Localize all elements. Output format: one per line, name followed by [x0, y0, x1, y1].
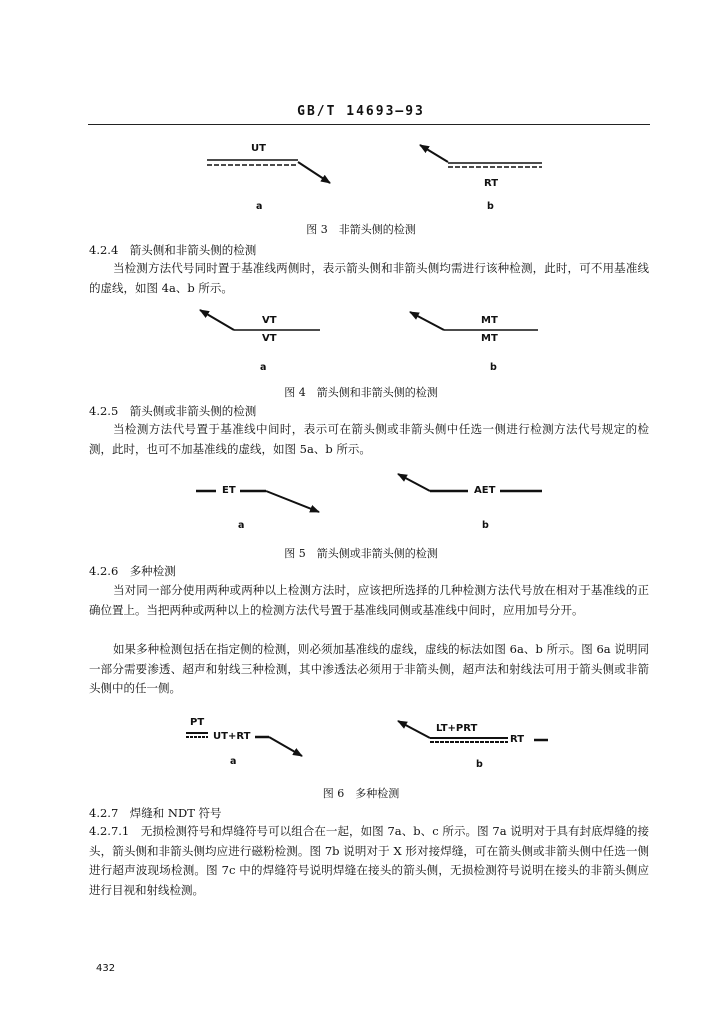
fig4-caption: 图 4 箭头侧和非箭头侧的检测 [284, 386, 438, 399]
fig4a-top-label: VT [262, 315, 277, 326]
section-4-2-6-heading: 4.2.6 多种检测 [89, 564, 176, 578]
fig4b-sublabel: b [490, 362, 497, 373]
page-header: GB/T 14693—93 [297, 104, 425, 119]
fig5b-method-label: AET [474, 485, 496, 496]
page-number: 432 [96, 963, 116, 974]
fig3b-sublabel: b [487, 201, 494, 212]
section-4-2-7-heading: 4.2.7 焊缝和 NDT 符号 [89, 806, 222, 820]
section-4-2-4-heading: 4.2.4 箭头侧和非箭头侧的检测 [89, 243, 257, 257]
fig3b-method-label: RT [484, 178, 499, 189]
fig3-caption: 图 3 非箭头侧的检测 [306, 223, 416, 236]
fig6b-top-label: LT+PRT [436, 723, 478, 734]
fig5b-sublabel: b [482, 520, 489, 531]
fig6a-mid-label: UT+RT [213, 731, 251, 742]
fig3a-method-label: UT [251, 143, 266, 154]
fig4b-bottom-label: MT [481, 333, 498, 344]
fig6b-sublabel: b [476, 759, 483, 770]
fig3a-sublabel: a [256, 201, 263, 212]
fig6b-right-label: RT [510, 734, 525, 745]
section-4-2-4-paragraph: 当检测方法代号同时置于基准线两侧时，表示箭头侧和非箭头侧均需进行该种检测，此时，可不用基准线的虚线，如图 4a、b 所示。 [89, 261, 649, 295]
section-4-2-6-paragraph-1: 当对同一部分使用两种或两种以上检测方法时，应该把所选择的几种检测方法代号放在相对于基准线的正确位置上。当把两种或两种以上的检测方法代号置于基准线同侧或基准线中间时，应用加号分开。 [89, 583, 649, 617]
fig6a-sublabel: a [230, 756, 237, 767]
fig4a-sublabel: a [260, 362, 267, 373]
fig5-caption: 图 5 箭头侧或非箭头侧的检测 [284, 547, 438, 560]
fig5a-method-label: ET [222, 485, 236, 496]
fig5a-sublabel: a [238, 520, 245, 531]
section-4-2-5-heading: 4.2.5 箭头侧或非箭头侧的检测 [89, 404, 257, 418]
section-4-2-5-paragraph: 当检测方法代号置于基准线中间时，表示可在箭头侧或非箭头侧中任选一侧进行检测方法代号规定的检测，此时，也可不加基准线的虚线，如图 5a、b 所示。 [89, 422, 649, 456]
fig6a-top-label: PT [190, 717, 205, 728]
section-4-2-6-paragraph-2: 如果多种检测包括在指定侧的检测，则必须加基准线的虚线，虚线的标法如图 6a、b 所示。图 6a 说明同一部分需要渗透、超声和射线三种检测，其中渗透法必须用于非箭头侧，超声法和射线法可用于箭头侧或非箭头侧中的任一侧。 [89, 642, 649, 695]
fig4a-bottom-label: VT [262, 333, 277, 344]
section-4-2-7-1-paragraph: 4.2.7.1 无损检测符号和焊缝符号可以组合在一起，如图 7a、b、c 所示。图 7a 说明对于具有封底焊缝的接头，箭头侧和非箭头侧均应进行磁粉检测。图 7b 说明对于 X 形对接焊缝，可在箭头侧或非箭头侧中任选一侧进行超声波现场检测。图 7c 中的焊缝符号说明焊缝在接头的箭头侧，无损检测符号说明在接头的非箭头侧应进行目视和射线检测。 [89, 824, 649, 897]
fig4b-top-label: MT [481, 315, 498, 326]
fig6-caption: 图 6 多种检测 [322, 787, 400, 800]
